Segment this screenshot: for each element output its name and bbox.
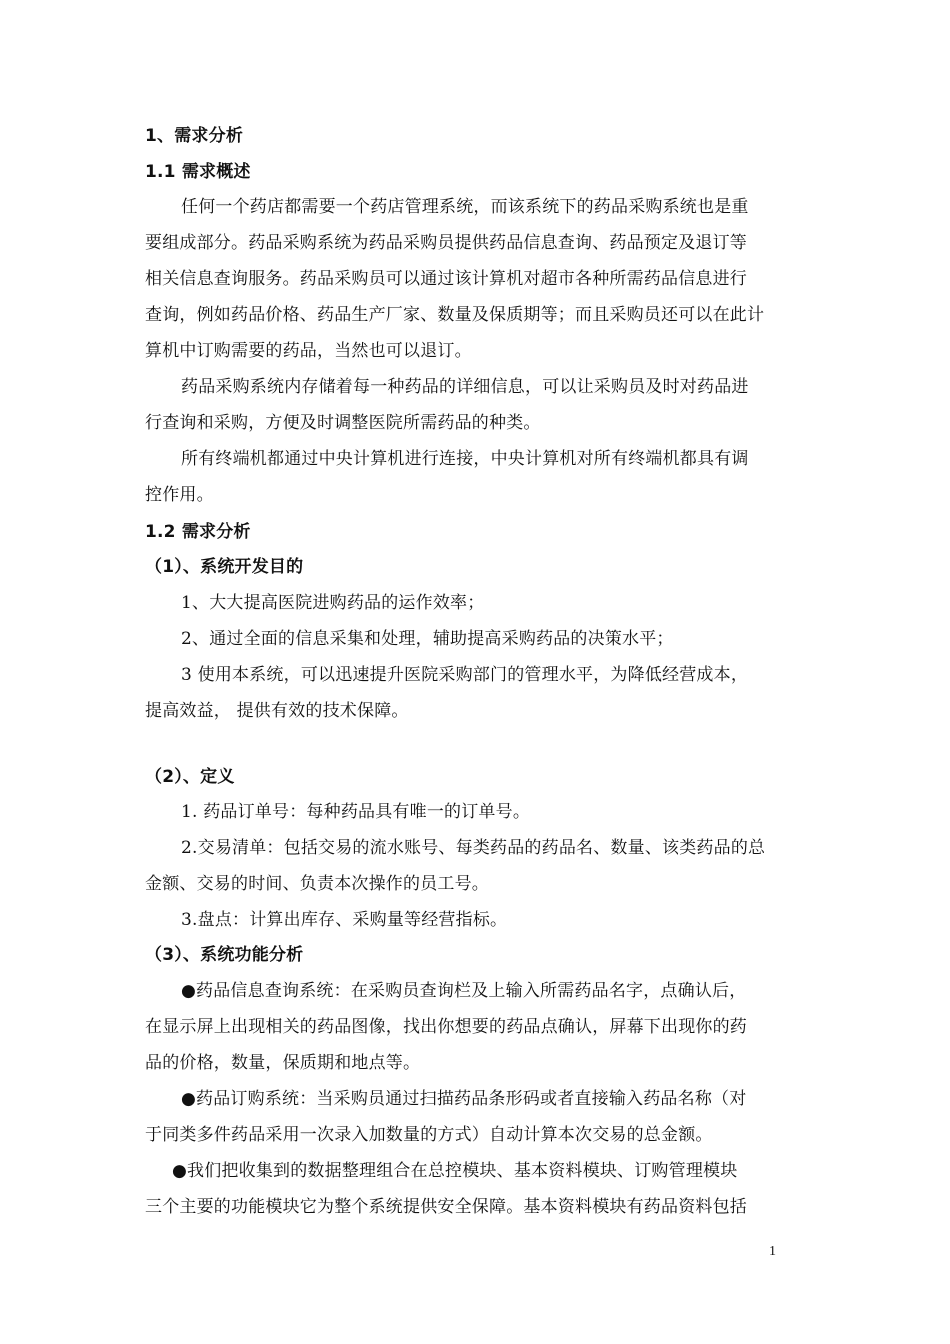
list-item: 1、大大提高医院进购药品的运作效率；: [181, 593, 485, 613]
subheading-development-goals: （1）、系统开发目的: [145, 557, 304, 577]
list-item: 1. 药品订单号：每种药品具有唯一的订单号。: [181, 802, 531, 822]
heading-requirements-overview: 1.1 需求概述: [145, 162, 251, 182]
paragraph-line: 查询，例如药品价格、药品生产厂家、数量及保质期等；而且采购员还可以在此计: [145, 305, 765, 325]
bullet-item-continuation: 于同类多件药品采用一次录入加数量的方式）自动计算本次交易的总金额。: [145, 1125, 713, 1145]
list-item-continuation: 金额、交易的时间、负责本次操作的员工号。: [145, 874, 489, 894]
subheading-function-analysis: （3）、系统功能分析: [145, 945, 304, 965]
paragraph-line: 算机中订购需要的药品，当然也可以退订。: [145, 341, 472, 361]
bullet-item: ●药品信息查询系统：在采购员查询栏及上输入所需药品名字，点确认后，: [181, 981, 747, 1001]
paragraph-line: 控作用。: [145, 485, 214, 505]
bullet-item-continuation: 品的价格，数量，保质期和地点等。: [145, 1053, 421, 1073]
paragraph-line: 药品采购系统内存储着每一种药品的详细信息，可以让采购员及时对药品进: [181, 377, 749, 397]
paragraph-line: 相关信息查询服务。药品采购员可以通过该计算机对超市各种所需药品信息进行: [145, 269, 747, 289]
list-item: 3 使用本系统，可以迅速提升医院采购部门的管理水平，为降低经营成本，: [181, 665, 749, 685]
subheading-definitions: （2）、定义: [145, 767, 235, 787]
bullet-item: ●药品订购系统：当采购员通过扫描药品条形码或者直接输入药品名称（对: [181, 1089, 747, 1109]
heading-requirements-analysis-detail: 1.2 需求分析: [145, 522, 251, 542]
list-item: 2.交易清单：包括交易的流水账号、每类药品的药品名、数量、该类药品的总: [181, 838, 766, 858]
list-item: 3.盘点：计算出库存、采购量等经营指标。: [181, 910, 508, 930]
bullet-item: ●我们把收集到的数据整理组合在总控模块、基本资料模块、订购管理模块: [172, 1161, 738, 1181]
bullet-item-continuation: 在显示屏上出现相关的药品图像，找出你想要的药品点确认，屏幕下出现你的药: [145, 1017, 747, 1037]
list-item-continuation: 提高效益， 提供有效的技术保障。: [145, 701, 409, 721]
paragraph-line: 任何一个药店都需要一个药店管理系统，而该系统下的药品采购系统也是重: [181, 197, 749, 217]
heading-requirements-analysis: 1、需求分析: [145, 126, 244, 146]
paragraph-line: 要组成部分。药品采购系统为药品采购员提供药品信息查询、药品预定及退订等: [145, 233, 747, 253]
list-item: 2、通过全面的信息采集和处理，辅助提高采购药品的决策水平；: [181, 629, 674, 649]
paragraph-line: 所有终端机都通过中央计算机进行连接，中央计算机对所有终端机都具有调: [181, 449, 749, 469]
page-number: 1: [769, 1244, 776, 1259]
bullet-item-continuation: 三个主要的功能模块它为整个系统提供安全保障。基本资料模块有药品资料包括: [145, 1197, 747, 1217]
paragraph-line: 行查询和采购，方便及时调整医院所需药品的种类。: [145, 413, 541, 433]
